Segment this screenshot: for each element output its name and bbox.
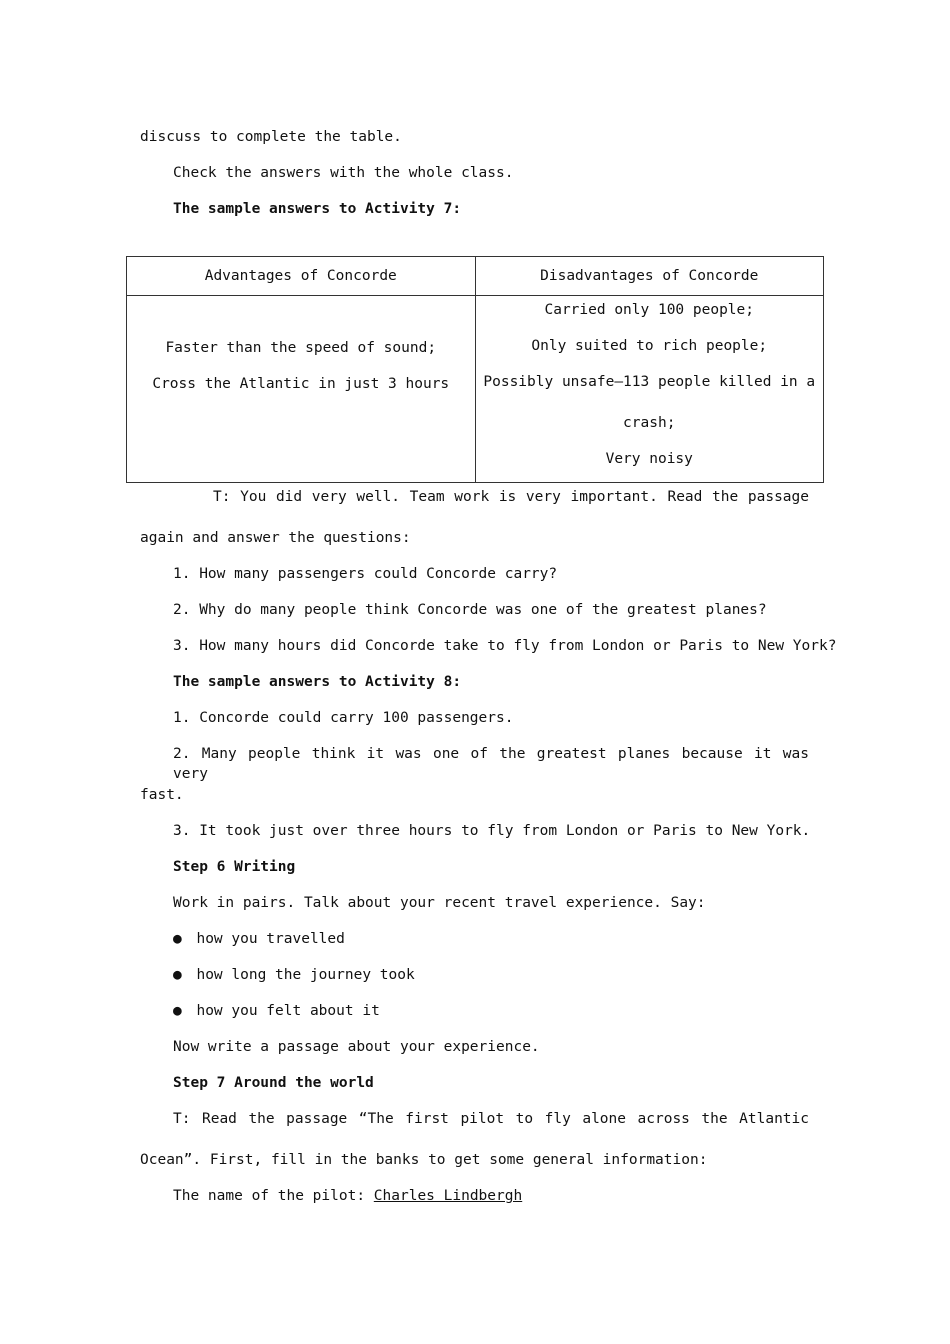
bullet-icon: ● (173, 1003, 182, 1019)
disadvantage-item: Possibly unsafe―113 people killed in a (483, 374, 816, 390)
bullet-icon: ● (173, 931, 182, 947)
step6-heading: Step 6 Writing (173, 859, 296, 875)
disadvantages-cell (475, 296, 824, 483)
pilot-name-label: The name of the pilot: (173, 1188, 374, 1204)
step7-line-2: Ocean”. First, fill in the banks to get some general information: (140, 1152, 708, 1168)
step7-heading: Step 7 Around the world (173, 1075, 374, 1091)
disadvantage-item: Very noisy (605, 451, 693, 467)
advantages-cell (127, 296, 476, 483)
pilot-name-line (173, 1186, 522, 1206)
step7-line-1: T: Read the passage “The first pilot to fly alone across the Atlantic (173, 1111, 809, 1127)
bullet-text: how you felt about it (196, 1003, 380, 1019)
step6-instruction: Work in pairs. Talk about your recent travel experience. Say: (173, 895, 706, 911)
answer-item: 1. Concorde could carry 100 passengers. (173, 710, 514, 726)
disadvantage-item: Carried only 100 people; (544, 302, 754, 318)
disadvantage-item: crash; (623, 415, 676, 431)
activity7-heading: The sample answers to Activity 7: (173, 201, 462, 217)
intro-line-2: Check the answers with the whole class. (173, 165, 514, 181)
bullet-icon: ● (173, 967, 182, 983)
question-item: 3. How many hours did Concorde take to fly from London or Paris to New York? (173, 638, 837, 654)
advantage-item: Cross the Atlantic in just 3 hours (152, 376, 450, 392)
step6-closing: Now write a passage about your experience. (173, 1039, 540, 1055)
answer-item: 3. It took just over three hours to fly from London or Paris to New York. (173, 823, 811, 839)
table-header-disadvantages: Disadvantages of Concorde (475, 257, 824, 296)
table-row (127, 296, 824, 483)
bullet-item (173, 965, 415, 985)
bullet-text: how you travelled (196, 931, 345, 947)
table-header-advantages: Advantages of Concorde (127, 257, 476, 296)
disadvantage-item: Only suited to rich people; (531, 338, 768, 354)
question-item: 2. Why do many people think Concorde was one of the greatest planes? (173, 602, 767, 618)
answer-item-continued: fast. (140, 787, 184, 803)
bullet-item (173, 1001, 380, 1021)
question-item: 1. How many passengers could Concorde carry? (173, 566, 558, 582)
concorde-table (126, 256, 824, 483)
activity8-heading: The sample answers to Activity 8: (173, 674, 462, 690)
teacher-line-2: again and answer the questions: (140, 530, 411, 546)
bullet-item (173, 929, 345, 949)
table-header-row (127, 257, 824, 296)
intro-line-1: discuss to complete the table. (140, 129, 402, 145)
advantage-item: Faster than the speed of sound; (165, 340, 437, 356)
teacher-line-1: T: You did very well. Team work is very important. Read the passage (213, 489, 809, 505)
bullet-text: how long the journey took (196, 967, 415, 983)
answer-item: 2. Many people think it was one of the greatest planes because it was very (173, 746, 809, 782)
pilot-name-answer: Charles Lindbergh (373, 1188, 523, 1204)
